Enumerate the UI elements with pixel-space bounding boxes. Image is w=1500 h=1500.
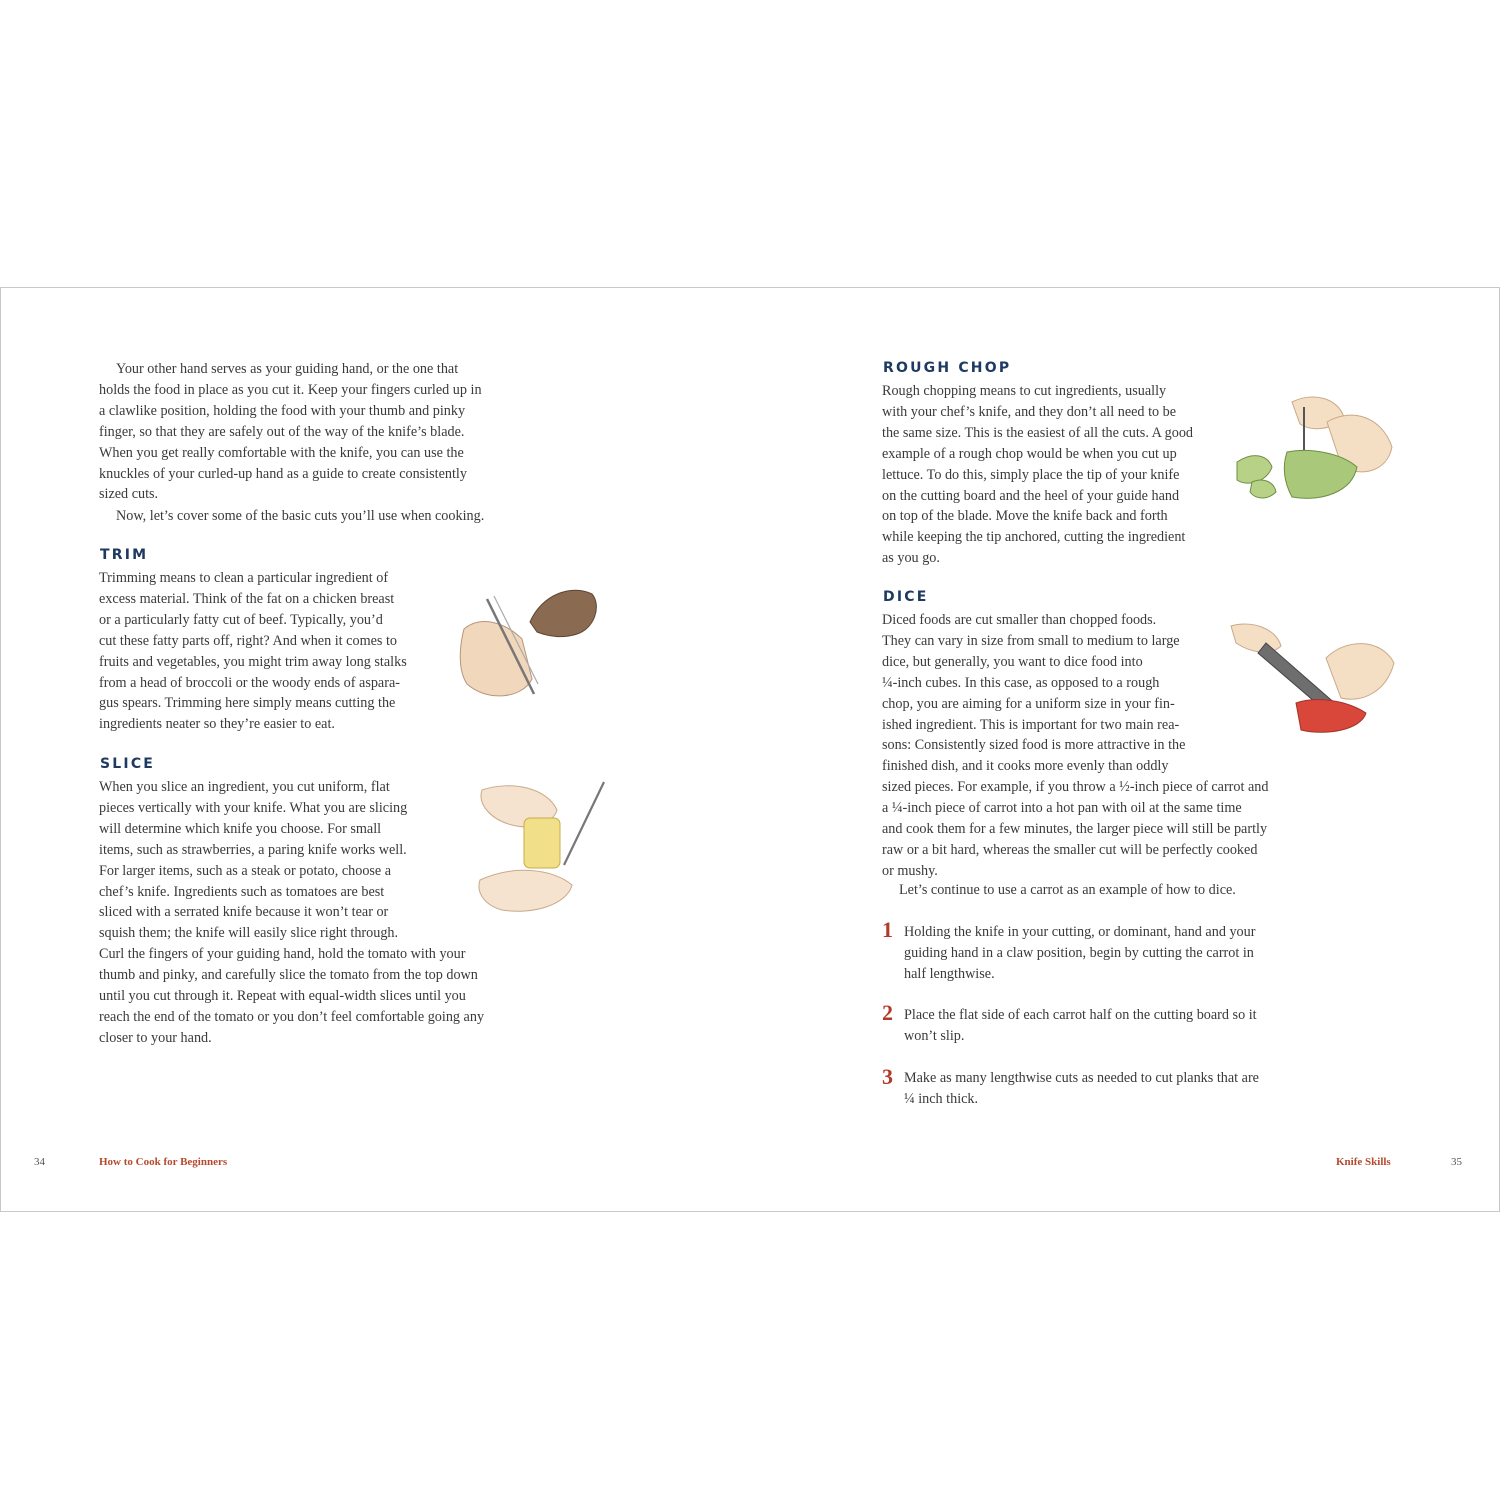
rough-chop-heading: ROUGH CHOP [883,360,1012,376]
step-2-text: Place the flat side of each carrot half on the cutting board so it won’t slip. [904,1007,1257,1044]
step-3-number: 3 [882,1064,893,1089]
rough-chop-body: Rough chopping means to cut ingredients, usually with your chef’s knife, and they don’t all need to be the same size. This is the easiest of all the cuts. A good example of a rough chop would be when you cut up lettuce. To do this, simply place the tip of your knife on the cutting board and the heel of your guide hand on top of the blade. Move the knife back and forth while keeping the tip anchored, cutting the ingredient as you go. [882,383,1194,567]
dice-illustration [1226,618,1398,740]
trim-heading: TRIM [100,547,149,563]
rough-chop-illustration [1232,392,1398,510]
right-running-title: Knife Skills [1336,1156,1391,1168]
step-1-text: Holding the knife in your cutting, or dominant, hand and your guiding hand in a claw position, begin by cutting the carrot in half lengthwise. [904,924,1256,982]
slice-illustration [472,780,607,918]
left-page-number: 34 [34,1156,45,1168]
dice-heading: DICE [883,589,929,605]
step-1-number: 1 [882,917,893,942]
slice-body: When you slice an ingredient, you cut uniform, flat pieces vertically with your knife. What you are slicing will determine which knife you choose. For small items, such as strawberries, a paring knife works well. For larger items, such as a steak or potato, choose a chef’s knife. Ingredients such as tomatoes are best sliced with a serrated knife because it won’t tear or squish them; the knife will easily slice right through. Curl the fingers of your guiding hand, hold the tomato with your thumb and pinky, and carefully slice the tomato from the top down until you cut through it. Repeat with equal-width slices until you reach the end of the tomato or you don’t feel comfortable going any closer to your hand. [99,779,485,1046]
dice-continue: Let’s continue to use a carrot as an example of how to dice. [899,882,1236,898]
left-running-title: How to Cook for Beginners [99,1156,228,1168]
intro-paragraph-1: Your other hand serves as your guiding hand, or the one that holds the food in place as you cut it. Keep your fingers curled up in a clawlike position, holding the food with your thumb and pinky finger, so that they are safely out of the way of the knife’s blade. When you get really comfortable with the knife, you can use the knuckles of your curled-up hand as a guide to create consistently sized cuts. [99,361,482,503]
step-2-number: 2 [882,1000,893,1025]
right-page-number: 35 [1451,1156,1462,1168]
trim-body: Trimming means to clean a particular ingredient of excess material. Think of the fat on a chicken breast or a particularly fatty cut of beef. Typically, you’d cut these fatty parts off, right? And when it comes to fruits and vegetables, you might trim away long stalks from a head of broccoli or the woody ends of aspara- gus spears. Trimming here simply means cutting the ingredients neater so they’re easier to eat. [99,570,407,733]
step-3-text: Make as many lengthwise cuts as needed to cut planks that are ¼ inch thick. [904,1070,1259,1107]
intro-paragraph-2: Now, let’s cover some of the basic cuts you’ll use when cooking. [116,508,485,524]
dice-body: Diced foods are cut smaller than chopped foods. They can vary in size from small to medium to large dice, but generally, you want to dice food into ¼-inch cubes. In this case, as opposed to a rough chop, you are aiming for a uniform size in your fin- ished ingredient. This is important for two main rea- sons: Consistently sized food is more attractive in the finished dish, and it cooks more evenly than oddly sized pieces. For example, if you throw a ½-inch piece of carrot and a ¼-inch piece of carrot into a hot pan with oil at the same time and cook them for a few minutes, the larger piece will still be partly raw or a bit hard, whereas the smaller cut will be perfectly cooked or mushy. [882,612,1269,879]
trim-illustration [452,584,604,706]
slice-heading: SLICE [100,756,156,772]
